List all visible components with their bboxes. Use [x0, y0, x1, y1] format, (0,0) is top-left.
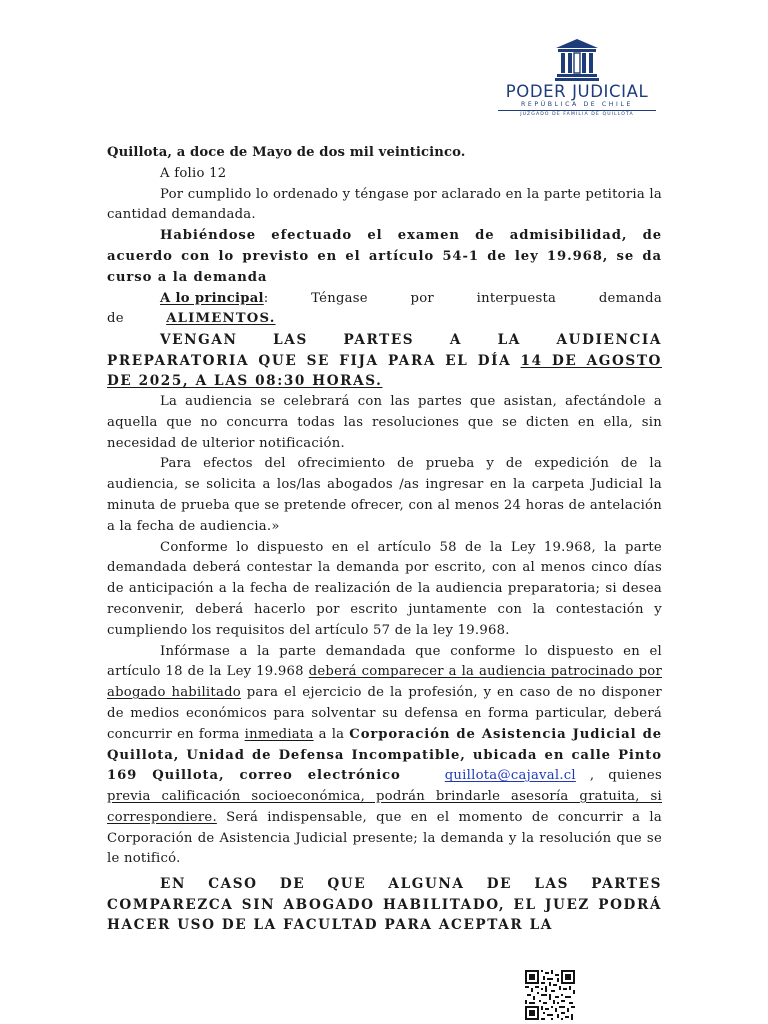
- folio-line: A folio 12: [160, 165, 227, 181]
- lo-principal-colon: :: [263, 290, 269, 306]
- paragraph-contestacion: Conforme lo dispuesto en el artículo 58 de la Ley 19.968, la parte demandada deberá contestar la demanda por escrito, con al menos cinco días de anticipación a la fecha de realización de la audiencia preparatoria; si desea reconvenir, deberá hacerlo por escrito juntamente con la contestación y cumpliendo los requisitos del artículo 57 de la ley 19.968.: [107, 539, 662, 638]
- paragraph-aclaracion: Por cumplido lo ordenado y téngase por aclarado en la parte petitoria la cantidad demandada.: [107, 186, 662, 223]
- audiencia-date: 14 DE AGOSTO DE 2025, A LAS 08:30 HORAS.: [107, 352, 662, 390]
- court-name: JUZGADO DE FAMILIA DE QUILLOTA: [520, 112, 634, 117]
- resolution-body: [107, 143, 662, 936]
- alimentos-label: ALIMENTOS.: [166, 311, 276, 327]
- lo-principal-text: Téngase por interpuesta demanda de: [107, 290, 662, 327]
- comparecer-underlined: deberá comparecer a la audiencia patrocinado por abogado habilitado: [107, 664, 662, 701]
- informase-closing: Será indispensable, que en el momento de concurrir a la Corporación de Asistencia Judicial presente; la demanda y la resolución que se le notificó.: [107, 809, 662, 867]
- email-link[interactable]: quillota@cajaval.cl: [444, 768, 576, 784]
- paragraph-lo-principal: [107, 289, 662, 331]
- paragraph-sin-abogado: EN CASO DE QUE ALGUNA DE LAS PARTES COMPAREZCA SIN ABOGADO HABILITADO, EL JUEZ PODRÁ HACER USO DE LA FACULTAD PARA ACEPTAR LA: [107, 876, 662, 934]
- audiencia-text: VENGAN LAS PARTES A LA AUDIENCIA PREPARATORIA QUE SE FIJA PARA EL DÍA: [107, 332, 662, 369]
- org-title: PODER JUDICIAL: [505, 82, 649, 101]
- qr-code: [525, 970, 575, 1020]
- informase-middle: para el ejercicio de la profesión, y en caso de no disponer de medios económicos para solventar su defensa en forma particular, deberá concurrir en forma: [107, 685, 662, 742]
- date-line: Quillota, a doce de Mayo de dos mil veinticinco.: [107, 145, 466, 160]
- org-subtitle: REPÚBLICA DE CHILE: [520, 101, 634, 108]
- paragraph-audiencia-preparatoria: [107, 330, 662, 392]
- poder-judicial-logo: [496, 38, 658, 120]
- informase-a-la: a la: [313, 726, 350, 742]
- corporacion-bold: Corporación de Asistencia Judicial de Quillota, Unidad de Defensa Incompatible, ubicada en calle Pinto 169 Quillota, correo electrónico: [107, 726, 662, 784]
- informase-quienes: , quienes: [575, 768, 662, 784]
- lo-principal-label: A lo principal: [160, 290, 264, 306]
- informase-intro: Infórmase a la parte demandada que conforme lo dispuesto en el artículo 18 de la Ley 19.968: [107, 643, 662, 680]
- courthouse-icon: [554, 38, 600, 82]
- inmediata-underlined: inmediata: [244, 726, 314, 742]
- calificacion-underlined: previa calificación socioeconómica, podrán brindarle asesoría gratuita, si correspondiere.: [107, 789, 662, 825]
- logo-divider: [498, 110, 656, 111]
- paragraph-prueba: Para efectos del ofrecimiento de prueba y de expedición de la audiencia, se solicita a los/las abogados /as ingresar en la carpeta Judicial la minuta de prueba que se pretende ofrecer, con al menos 24 horas de antelación a la fecha de audiencia.»: [107, 456, 662, 534]
- paragraph-celebracion: La audiencia se celebrará con las partes que asistan, afectándole a aquella que no concurra todas las resoluciones que se dicten en ella, sin necesidad de ulterior notificación.: [107, 393, 662, 451]
- paragraph-admisibilidad: Habiéndose efectuado el examen de admisibilidad, de acuerdo con lo previsto en el artículo 54-1 de ley 19.968, se da curso a la demanda: [107, 228, 662, 285]
- paragraph-informase: [107, 642, 662, 871]
